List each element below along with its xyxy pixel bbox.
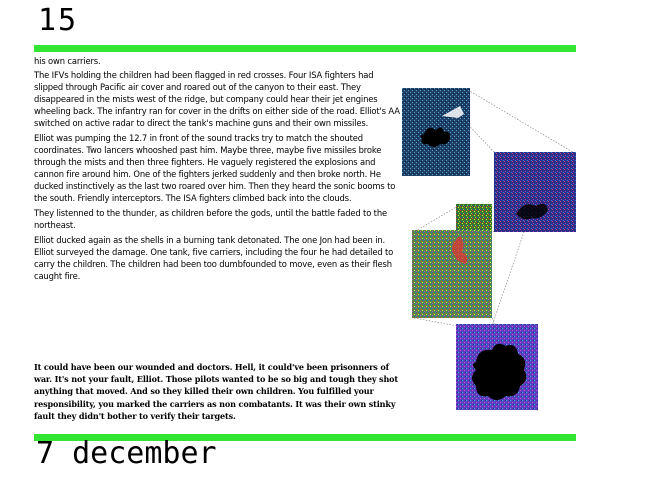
zoom-panel-5 [456, 324, 538, 410]
paragraph: Elliot was pumping the 12.7 in front of the sound tracks try to match the shouted coordinates. Two lancers whooshed past him. Maybe three, maybe five missiles broke through the mists and then three fighters. He vaguely registered the explosions and cannon fire around him. One of the fighters jerked suddenly and then broke north. He ducked instinctively as the last two roared over him. Then they heard the sonic booms to the south. Friendly interceptors. The ISA fighters climbed back into the clouds. [34, 133, 396, 203]
page-number: 15 [38, 3, 79, 38]
inner-voice-quote: It could have been our wounded and doctors. Hell, it could've been prisonners of war. It's not your fault, Elliot. Those pilots wanted to be so big and tough they shot anything that moved. And so they killed their own children. You fulfilled your responsibility, you marked the carriers as non combatants. It was their own stinky fault they didn't bother to verify their targets. [34, 362, 399, 421]
story-body [34, 55, 402, 285]
paragraph: his own carriers. [34, 56, 101, 66]
chapter-date-title: 7 december [36, 436, 217, 471]
paragraph: They listenned to the thunder, as children before the gods, until the battle faded to the northeast. [34, 208, 387, 230]
zoom-panel-1 [402, 88, 470, 176]
paragraph: The IFVs holding the children had been flagged in red crosses. Four ISA fighters had slipped through Pacific air cover and roared out of the canyon to their east. They disappeared in the mists west of the ridge, but company could hear their jet engines wheeling back. The infantry ran for cover in the drifts on either side of the road. Elliot's AA switched on active radar to direct the tank's machine guns and their own missiles. [34, 70, 400, 128]
zoom-panel-4 [412, 230, 492, 318]
mandelbrot-zoom-figure [396, 86, 586, 412]
paragraph: Elliot ducked again as the shells in a burning tank detonated. The one Jon had been in. Elliot surveyed the damage. One tank, five carriers, including the four he had detailed to carry the children. The children had been too dumbfounded to move, even as their flesh caught fire. [34, 235, 394, 281]
zoom-panel-2 [494, 152, 576, 232]
top-divider [34, 45, 576, 52]
